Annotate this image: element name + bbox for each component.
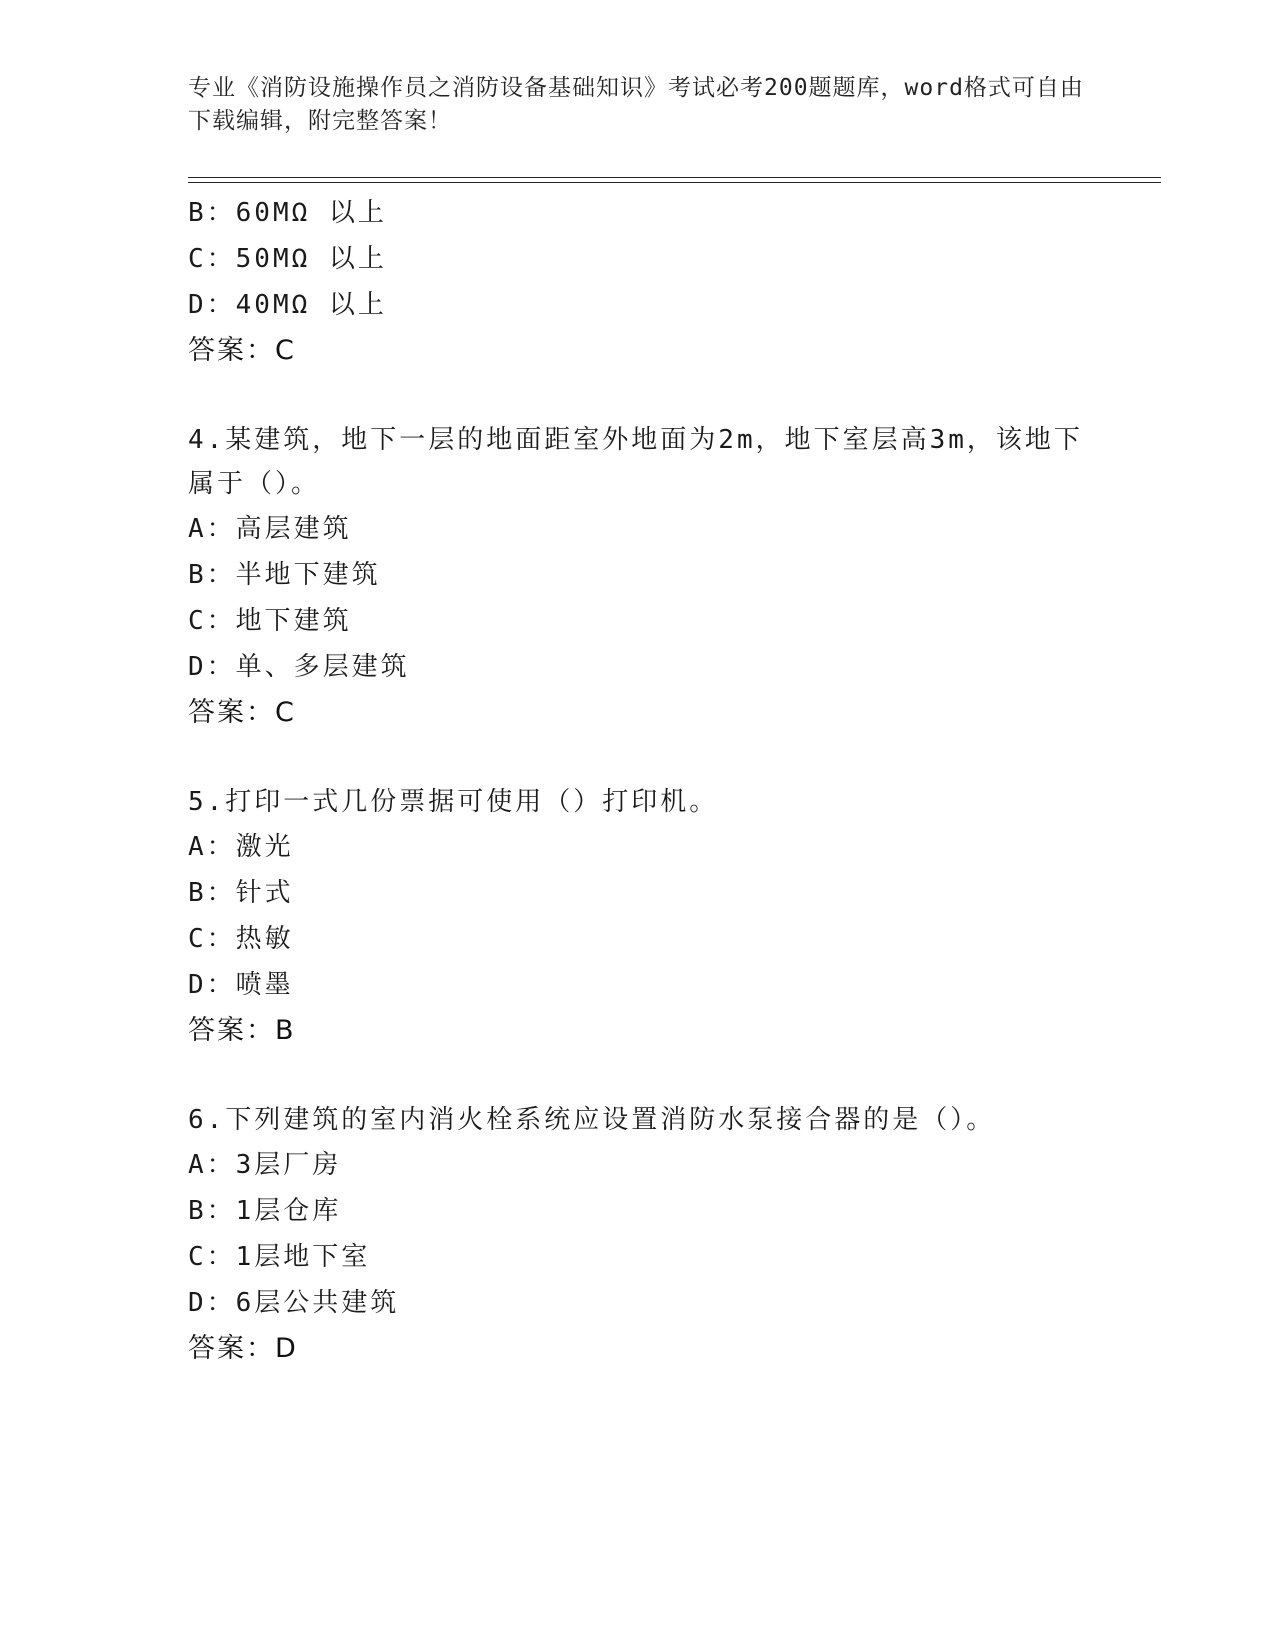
option-d: D：6层公共建筑 — [188, 1288, 400, 1318]
question-5 — [188, 780, 1108, 1054]
question-stem: 5.打印一式几份票据可使用（）打印机。 — [188, 787, 719, 817]
option-d: D：单、多层建筑 — [188, 652, 410, 682]
question-3 — [188, 190, 1108, 374]
option-c: C：地下建筑 — [188, 606, 352, 636]
option-a: A：3层厂房 — [188, 1150, 342, 1180]
header-divider-bottom — [188, 182, 1161, 183]
document-header — [188, 72, 1088, 138]
option-d: D：40MΩ 以上 — [188, 290, 387, 320]
answer: 答案：D — [188, 1333, 298, 1364]
spacer — [188, 1054, 1108, 1098]
option-a: A：高层建筑 — [188, 514, 352, 544]
option-c: C：1层地下室 — [188, 1242, 371, 1272]
option-b: B：半地下建筑 — [188, 560, 381, 590]
question-4 — [188, 418, 1108, 736]
option-a: A：激光 — [188, 832, 294, 862]
option-b: B：1层仓库 — [188, 1196, 342, 1226]
option-b: B：针式 — [188, 878, 294, 908]
question-stem: 4.某建筑，地下一层的地面距室外地面为2m，地下室层高3m，该地下属于（）。 — [188, 425, 1083, 499]
answer: 答案：C — [188, 335, 296, 366]
option-d: D：喷墨 — [188, 970, 294, 1000]
question-6 — [188, 1098, 1108, 1372]
question-list — [188, 190, 1108, 1372]
answer: 答案：B — [188, 1015, 296, 1046]
spacer — [188, 374, 1108, 418]
option-b: B：60MΩ 以上 — [188, 198, 387, 228]
spacer — [188, 736, 1108, 780]
header-divider-top — [188, 177, 1161, 178]
option-c: C：50MΩ 以上 — [188, 244, 387, 274]
option-c: C：热敏 — [188, 924, 294, 954]
answer: 答案：C — [188, 697, 296, 728]
question-stem: 6.下列建筑的室内消火栓系统应设置消防水泵接合器的是（）。 — [188, 1105, 996, 1135]
header-title: 专业《消防设施操作员之消防设备基础知识》考试必考200题题库，word格式可自由下载编辑，附完整答案！ — [188, 75, 1084, 134]
